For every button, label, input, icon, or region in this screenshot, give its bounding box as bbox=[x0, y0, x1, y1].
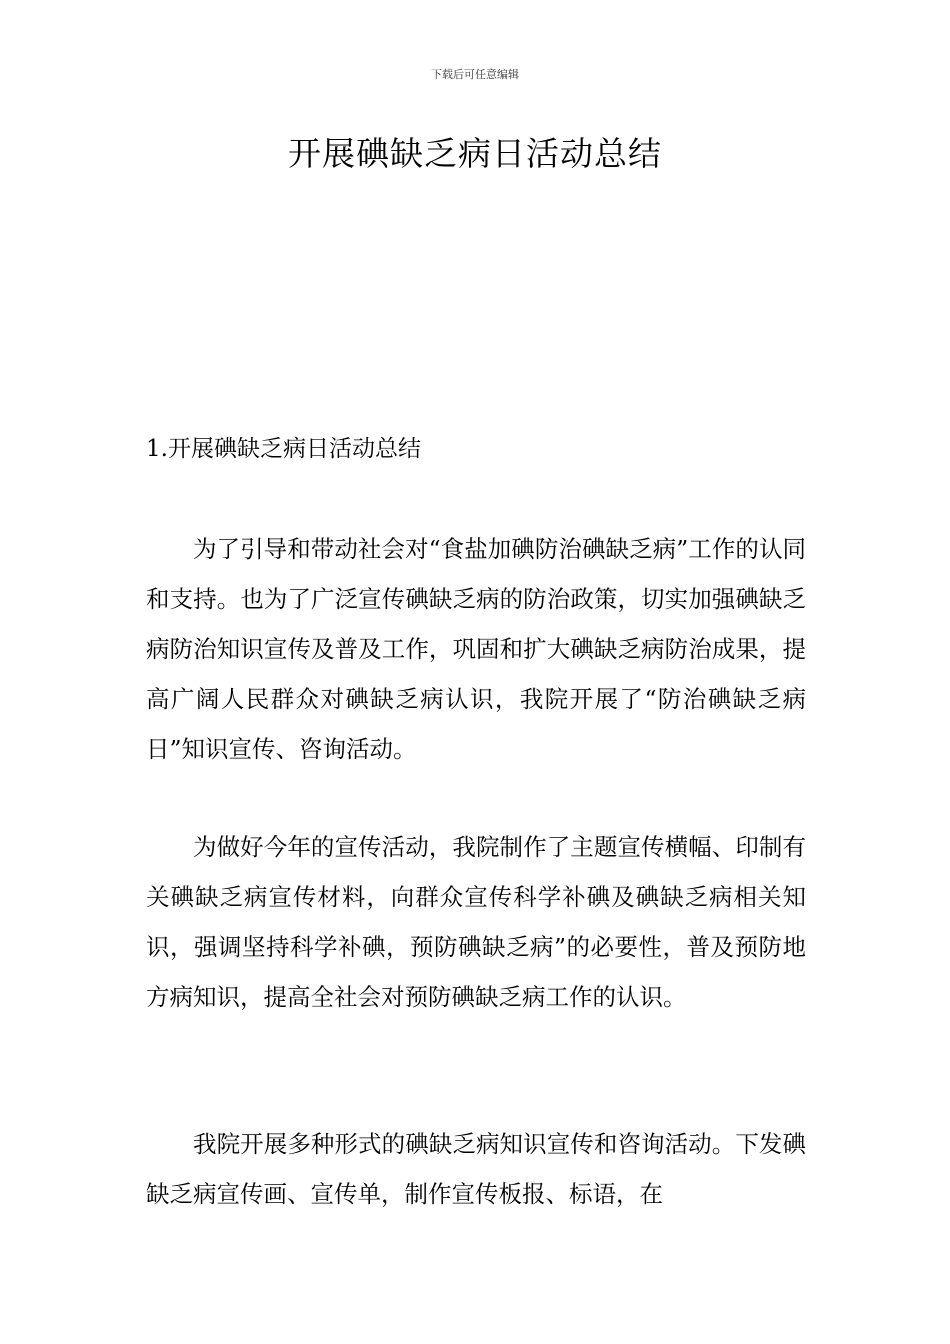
section-heading: 1.开展碘缺乏病日活动总结 bbox=[146, 436, 421, 462]
header-note: 下载后可任意编辑 bbox=[431, 68, 519, 81]
paragraph-2: 为做好今年的宣传活动，我院制作了主题宣传横幅、印制有关碘缺乏病宣传材料，向群众宣传科学补碘及碘缺乏病相关知识，强调坚持科学补碘，预防碘缺乏病”的必要性，普及预防地方病知识，提高全社会对预防碘缺乏病工作的认识。 bbox=[146, 833, 806, 1011]
document-title: 开展碘缺乏病日活动总结 bbox=[288, 134, 662, 173]
paragraph-3: 我院开展多种形式的碘缺乏病知识宣传和咨询活动。下发碘缺乏病宣传画、宣传单，制作宣传板报、标语，在 bbox=[146, 1130, 806, 1208]
paragraph-1: 为了引导和带动社会对“食盐加碘防治碘缺乏病”工作的认同和支持。也为了广泛宣传碘缺乏病的防治政策，切实加强碘缺乏病防治知识宣传及普及工作，巩固和扩大碘缺乏病防治成果，提高广阔人民群众对碘缺乏病认识，我院开展了“防治碘缺乏病日”知识宣传、咨询活动。 bbox=[146, 535, 806, 763]
